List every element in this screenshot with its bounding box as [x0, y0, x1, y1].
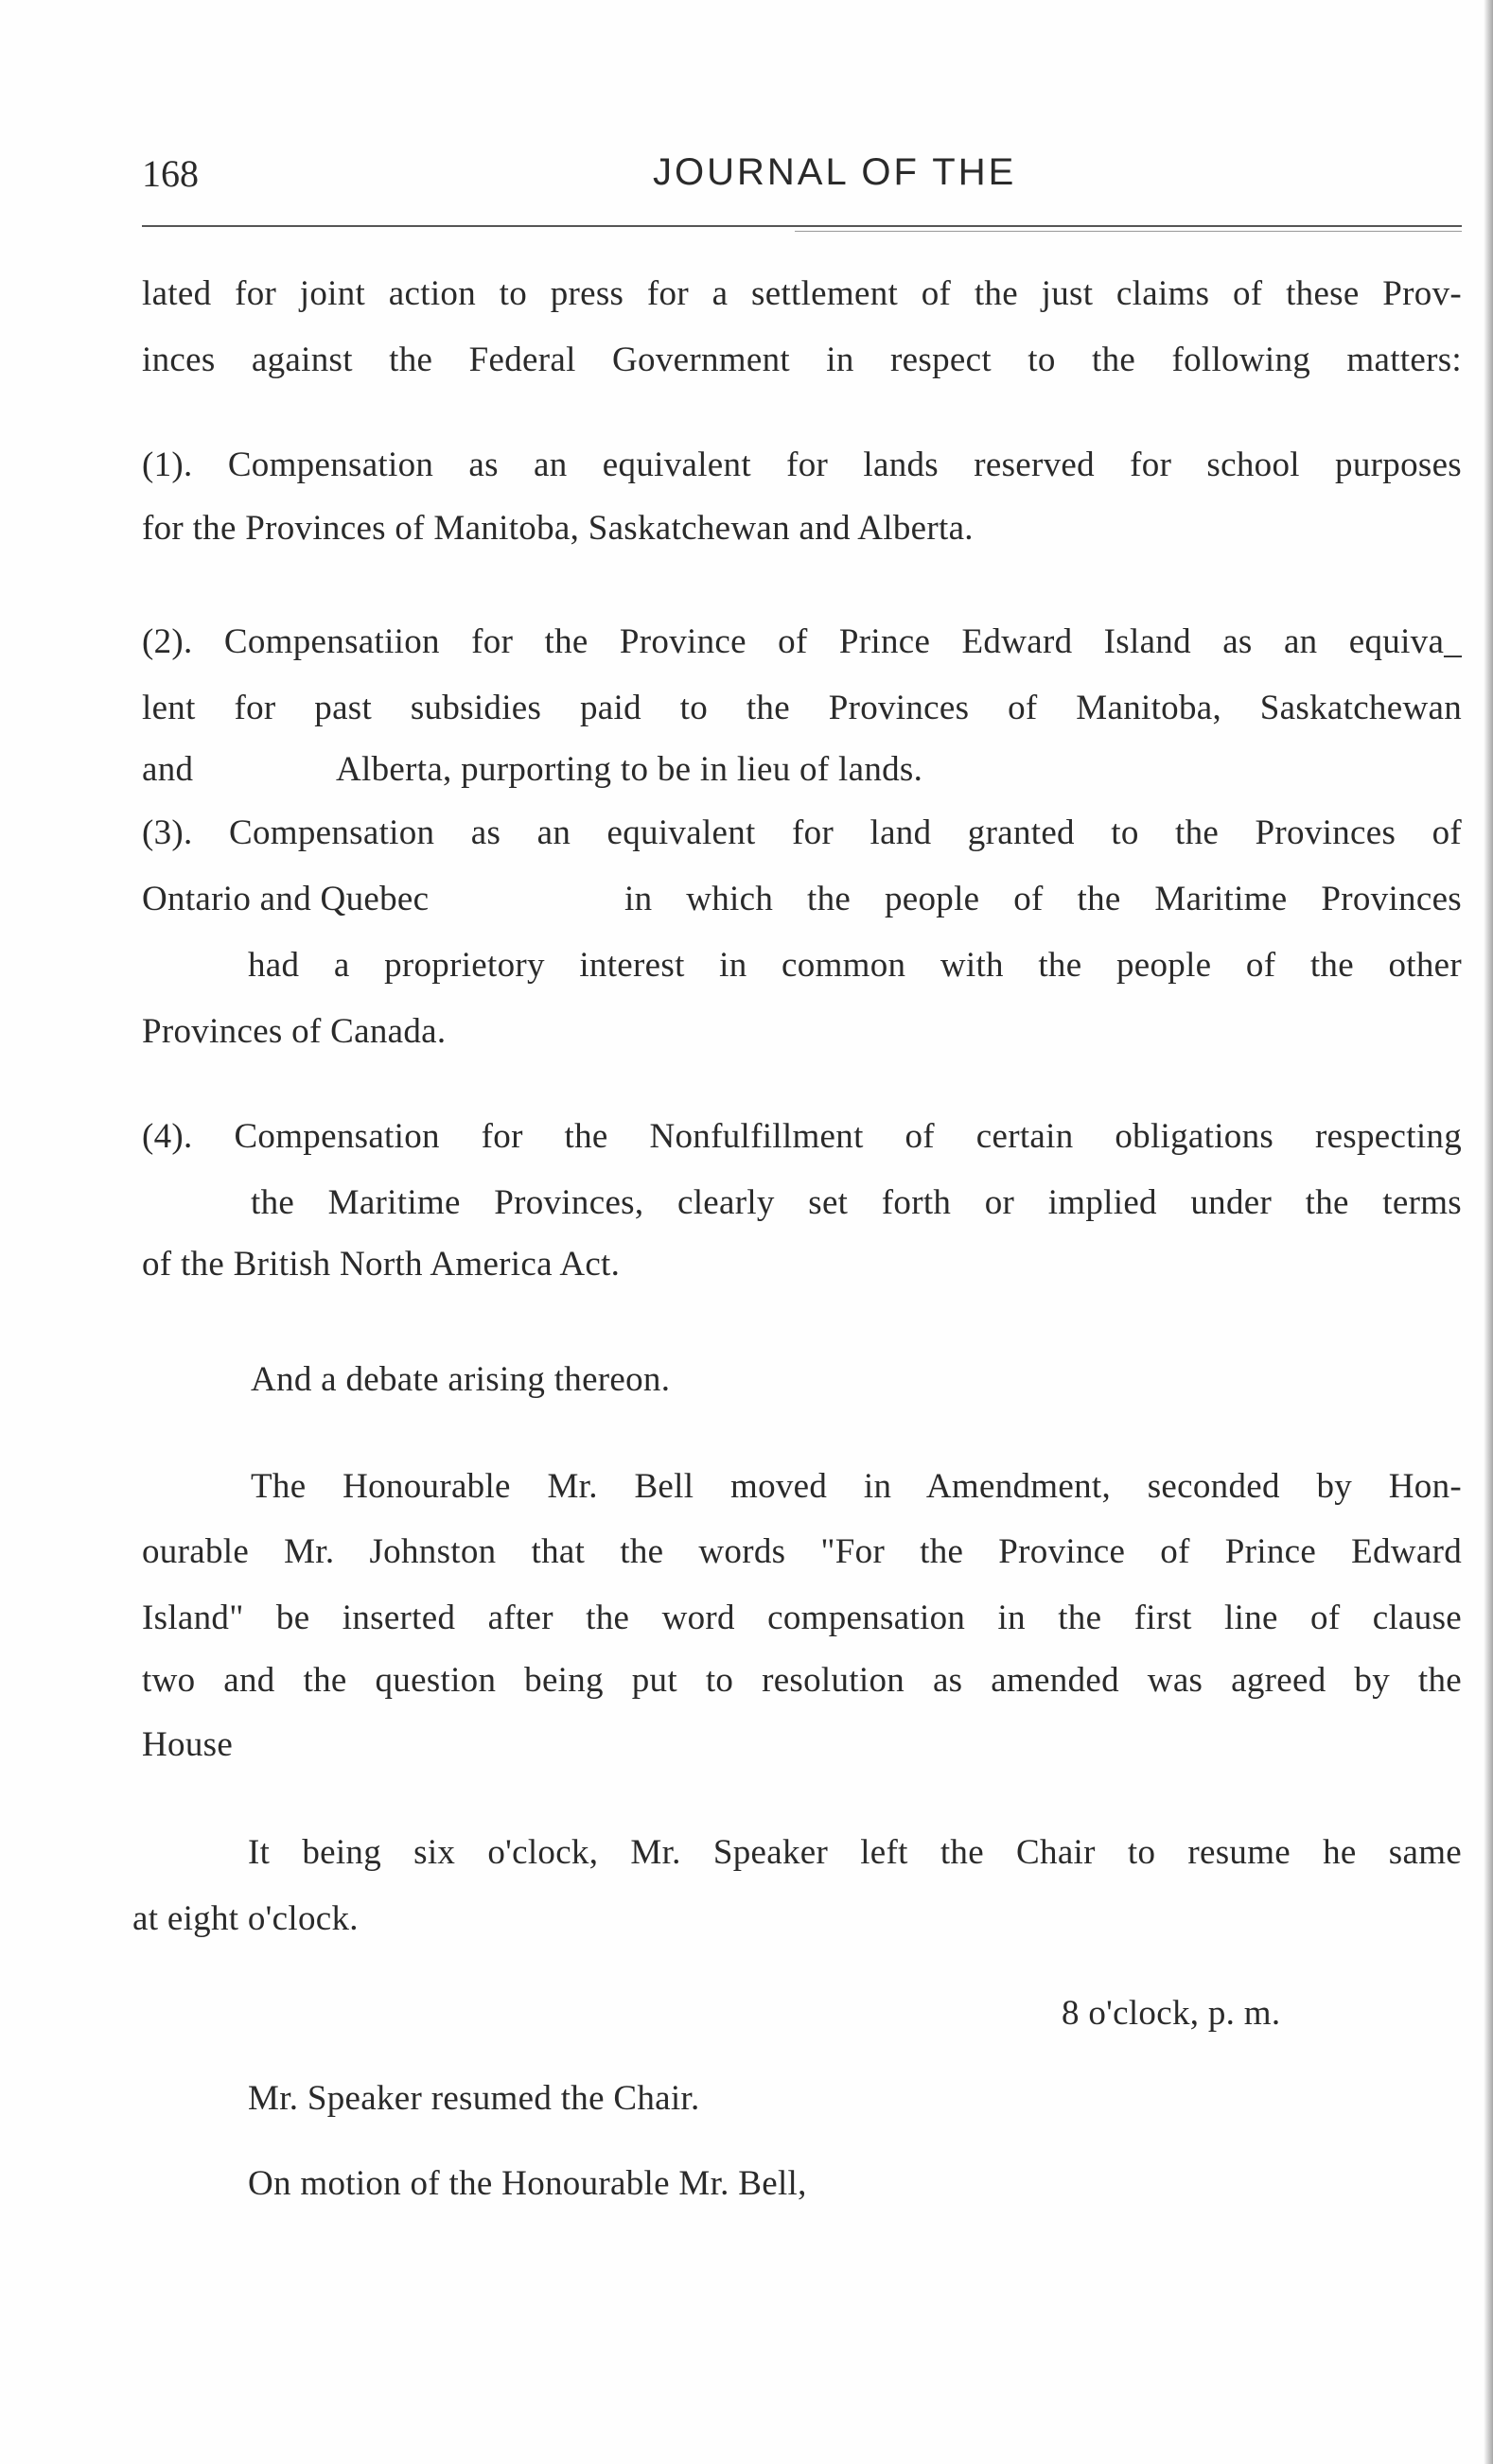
body-line: The Honourable Mr. Bell moved in Amendment, seconded by Hon- [251, 1467, 1462, 1506]
body-line: the Maritime Provinces, clearly set forth or implied under the terms [251, 1183, 1462, 1222]
body-line: Mr. Speaker resumed the Chair. [248, 2079, 700, 2118]
body-line: for the Provinces of Manitoba, Saskatchewan and Alberta. [142, 509, 974, 548]
body-line: (2). Compensatiion for the Province of Prince Edward Island as an equiva_ [142, 622, 1462, 661]
body-line: inces against the Federal Government in respect to the following matters: [142, 341, 1462, 379]
body-line: Provinces of Canada. [142, 1012, 447, 1051]
body-line: at eight o'clock. [132, 1899, 359, 1938]
time-note: 8 o'clock, p. m. [1062, 1994, 1281, 2033]
header-rule-secondary [795, 231, 1462, 232]
body-line: (1). Compensation as an equivalent for lands reserved for school purposes [142, 446, 1462, 484]
body-line: and [142, 750, 194, 789]
body-line: Alberta, purporting to be in lieu of lands. [336, 750, 923, 789]
body-line: of the British North America Act. [142, 1245, 621, 1284]
body-line: It being six o'clock, Mr. Speaker left the Chair to resume he same [248, 1833, 1462, 1872]
body-line: Ontario and Quebec [142, 880, 430, 918]
body-line: in which the people of the Maritime Provinces [624, 880, 1462, 918]
body-line: And a debate arising thereon. [251, 1360, 671, 1399]
body-line: lated for joint action to press for a settlement of the just claims of these Prov- [142, 274, 1462, 313]
body-line: had a proprietory interest in common with the people of the other [248, 946, 1462, 985]
body-line: lent for past subsidies paid to the Provinces of Manitoba, Saskatchewan [142, 689, 1462, 727]
page-edge-shadow [1484, 0, 1493, 2464]
body-line: On motion of the Honourable Mr. Bell, [248, 2164, 807, 2203]
header-rule [142, 225, 1462, 227]
running-head: JOURNAL OF THE [653, 151, 1017, 193]
body-line: two and the question being put to resolution as amended was agreed by the [142, 1661, 1462, 1700]
page-number: 168 [142, 152, 199, 195]
body-line: ourable Mr. Johnston that the words "For the Province of Prince Edward [142, 1532, 1462, 1571]
body-line: House [142, 1725, 234, 1764]
body-line: Island" be inserted after the word compensation in the first line of clause [142, 1599, 1462, 1637]
body-line: (3). Compensation as an equivalent for land granted to the Provinces of [142, 813, 1462, 852]
body-line: (4). Compensation for the Nonfulfillment of certain obligations respecting [142, 1117, 1462, 1156]
